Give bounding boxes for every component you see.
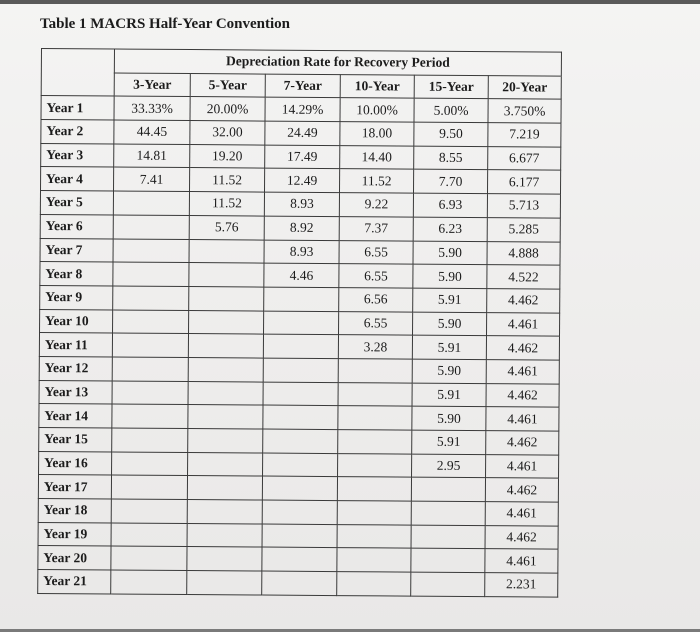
rate-cell [189,263,264,287]
rate-cell: 4.462 [486,431,559,455]
rate-cell [112,333,188,357]
rate-cell: 4.461 [487,312,560,336]
rate-cell [113,239,189,263]
table-row [38,546,558,573]
rate-cell [263,382,338,406]
rate-cell: 4.888 [487,241,560,265]
table-row [40,262,560,289]
rate-cell [112,357,188,381]
table-row [40,285,560,312]
rate-cell [411,477,485,501]
rate-cell: 6.56 [339,287,413,311]
rate-cell [111,570,187,594]
table-title: Table 1 MACRS Half-Year Convention [40,16,291,32]
row-label: Year 1 [41,96,114,120]
rate-cell [188,452,263,476]
rate-cell [337,524,411,548]
rate-cell [263,334,338,358]
rate-cell [187,500,262,524]
rate-cell: 5.90 [413,264,487,288]
row-label: Year 10 [40,309,113,333]
rate-cell [187,476,262,500]
rate-cell [338,359,412,383]
top-edge [0,0,700,4]
rate-cell: 6.93 [413,193,487,217]
table-row [39,451,559,478]
rate-cell: 5.00% [414,98,488,122]
table-row [41,96,561,123]
row-label: Year 4 [41,167,114,191]
rate-cell: 4.462 [485,525,558,549]
row-label: Year 14 [39,404,112,428]
table-row [39,404,559,431]
rate-cell [113,191,189,215]
rate-cell: 6.55 [339,264,413,288]
rate-cell: 5.90 [412,406,486,430]
rate-cell [113,286,189,310]
rate-cell: 4.461 [486,360,559,384]
rate-cell: 4.462 [486,383,559,407]
rate-cell: 17.49 [265,145,340,169]
rate-cell: 20.00% [190,97,265,121]
rate-cell [188,357,263,381]
row-label: Year 5 [40,191,113,215]
rate-cell [262,524,337,548]
table-row [40,191,560,218]
row-label: Year 17 [38,475,111,499]
rate-cell: 5.91 [412,335,486,359]
rate-cell: 7.219 [488,123,561,147]
row-label: Year 3 [41,143,114,167]
rate-cell: 14.40 [340,145,414,169]
rate-cell [188,405,263,429]
macrs-table [37,48,562,597]
row-label: Year 9 [40,285,113,309]
rate-cell [338,453,412,477]
rate-cell [337,548,411,572]
rate-cell: 11.52 [190,168,265,192]
rate-cell: 4.461 [485,549,558,573]
rate-cell: 5.90 [413,241,487,265]
rate-cell [338,430,412,454]
rate-cell [263,358,338,382]
rate-cell: 6.55 [339,311,413,335]
rate-cell: 8.55 [414,146,488,170]
rate-cell [337,477,411,501]
rate-cell: 6.677 [488,146,561,170]
row-label: Year 12 [39,356,112,380]
rate-cell: 12.49 [264,169,339,193]
rate-cell: 5.285 [487,217,560,241]
rate-cell [111,523,187,547]
table-row [41,143,561,170]
rate-cell [113,262,189,286]
rate-cell [188,334,263,358]
table-row [38,570,558,597]
rate-cell [264,311,339,335]
rate-cell: 6.23 [413,217,487,241]
table-row [38,475,558,502]
rate-cell [411,501,485,525]
table-row [40,309,560,336]
row-label: Year 6 [40,214,113,238]
rate-cell: 6.177 [487,170,560,194]
rate-cell [262,571,337,595]
row-label: Year 19 [38,522,111,546]
rate-cell [188,381,263,405]
rate-cell: 9.22 [339,193,413,217]
rate-cell: 7.37 [339,216,413,240]
rate-cell: 2.95 [412,454,486,478]
row-label: Year 11 [39,333,112,357]
rate-cell [187,547,262,571]
rate-cell: 19.20 [190,144,265,168]
rate-cell [112,381,188,405]
rate-cell [262,476,337,500]
rate-cell: 24.49 [265,121,340,145]
rate-cell: 2.231 [485,573,558,597]
rate-cell: 4.522 [487,265,560,289]
group-header: Depreciation Rate for Recovery Period [114,49,561,76]
rate-cell: 8.93 [264,192,339,216]
row-label: Year 13 [39,380,112,404]
table-row [38,499,558,526]
rate-cell [111,475,187,499]
table-row [39,427,559,454]
rate-cell [111,499,187,523]
row-label: Year 16 [39,451,112,475]
table-row [41,167,561,194]
table-row [40,238,560,265]
column-header: 10-Year [340,74,414,98]
rate-cell: 4.461 [485,502,558,526]
row-label: Year 21 [38,570,111,594]
table-body [38,96,561,597]
rate-cell [338,406,412,430]
rate-cell [112,428,188,452]
rate-cell: 4.462 [486,336,559,360]
rate-cell: 5.91 [412,430,486,454]
rate-cell: 14.29% [265,97,340,121]
rate-cell: 7.70 [413,170,487,194]
column-header: 15-Year [414,75,488,99]
rate-cell: 14.81 [114,144,190,168]
table-row [40,214,560,241]
row-label: Year 2 [41,120,114,144]
rate-cell: 8.93 [264,240,339,264]
table-row [41,120,561,147]
column-header: 7-Year [265,74,340,98]
rate-cell: 4.462 [485,478,558,502]
rate-cell: 3.750% [488,99,561,123]
rate-cell: 7.41 [114,167,190,191]
rate-cell [263,405,338,429]
row-label: Year 20 [38,546,111,570]
rate-cell: 4.46 [264,263,339,287]
table-row [39,333,559,360]
rate-cell: 5.76 [189,215,264,239]
table-row [38,522,558,549]
rate-cell [111,546,187,570]
rate-cell [263,453,338,477]
rate-cell: 6.55 [339,240,413,264]
rate-cell: 5.90 [413,312,487,336]
rate-cell [338,382,412,406]
rate-cell [337,501,411,525]
rate-cell: 44.45 [114,120,190,144]
rate-cell [189,310,264,334]
group-header-row [41,49,561,76]
rate-cell [187,523,262,547]
rate-cell: 8.92 [264,216,339,240]
row-label: Year 8 [40,262,113,286]
rate-cell: 5.91 [413,288,487,312]
rate-cell [264,287,339,311]
rate-cell [112,452,188,476]
rate-cell: 4.461 [486,454,559,478]
rate-cell: 18.00 [340,122,414,146]
rate-cell: 33.33% [114,96,190,120]
row-label: Year 15 [39,427,112,451]
column-header: 5-Year [190,73,265,97]
rate-cell: 11.52 [189,192,264,216]
table-row [39,380,559,407]
column-header: 20-Year [488,75,561,99]
rate-cell [262,500,337,524]
column-header: 3-Year [114,73,190,97]
column-header-row [41,72,561,99]
rate-cell: 3.28 [338,335,412,359]
rate-cell: 4.462 [487,288,560,312]
rate-cell [187,571,262,595]
rate-cell [337,572,411,596]
rate-cell [188,429,263,453]
rate-cell: 10.00% [340,98,414,122]
rate-cell [113,310,189,334]
rate-cell: 4.461 [486,407,559,431]
corner-cell [41,49,114,97]
rate-cell [189,239,264,263]
row-label: Year 18 [38,499,111,523]
row-label: Year 7 [40,238,113,262]
table-row [39,356,559,383]
rate-cell [112,404,188,428]
rate-cell [262,547,337,571]
rate-cell: 5.713 [487,194,560,218]
rate-cell [263,429,338,453]
rate-cell: 32.00 [190,121,265,145]
rate-cell [113,215,189,239]
rate-cell: 5.90 [412,359,486,383]
rate-cell: 5.91 [412,383,486,407]
rate-cell: 11.52 [339,169,413,193]
rate-cell [189,286,264,310]
rate-cell [411,572,485,596]
rate-cell [411,525,485,549]
rate-cell: 9.50 [414,122,488,146]
rate-cell [411,549,485,573]
